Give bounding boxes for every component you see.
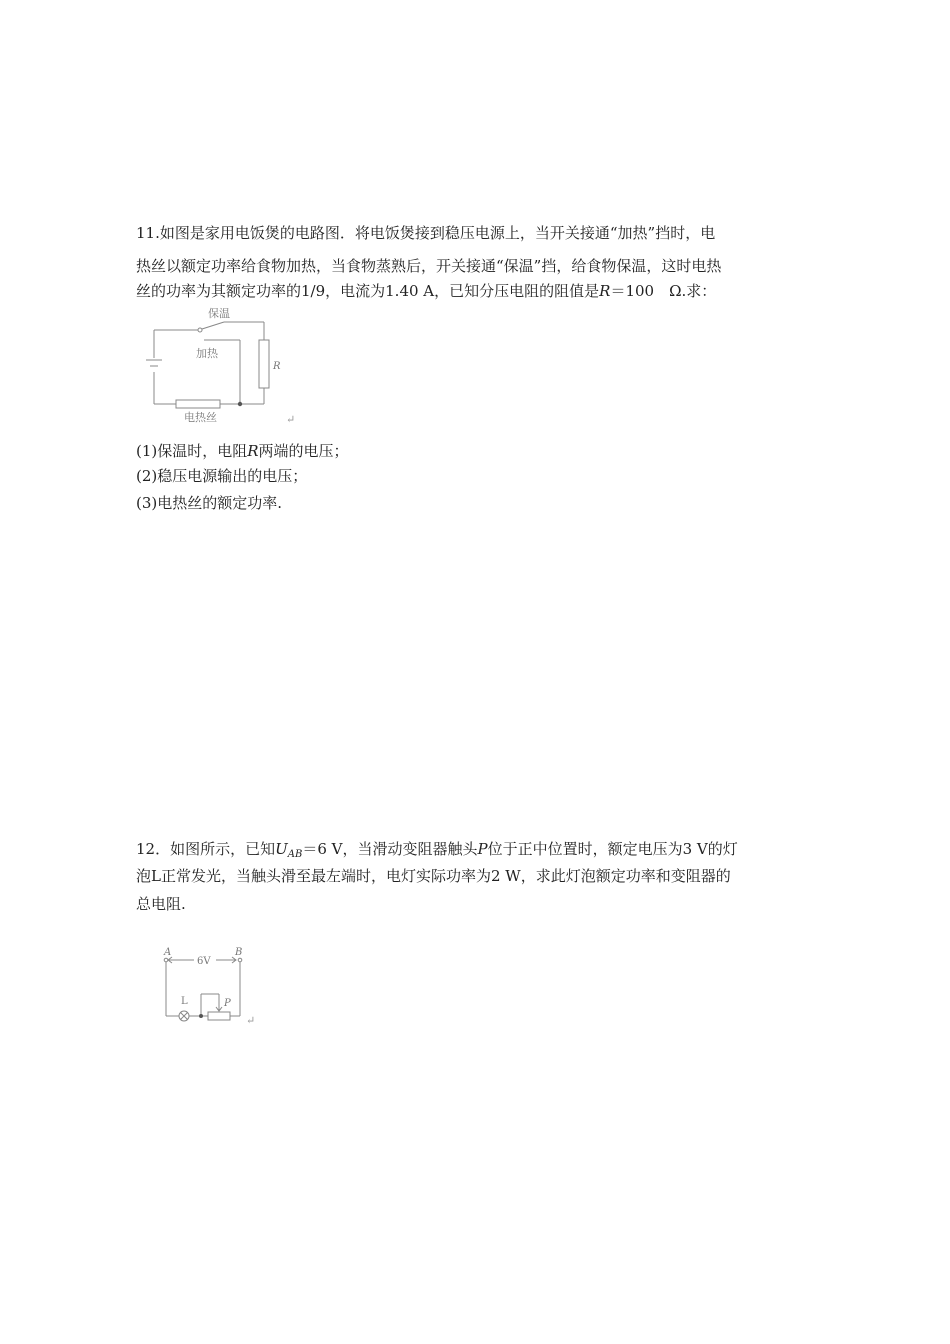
q12-line-3: 总电阻. — [136, 895, 186, 913]
q11-sub-3: (3)电热丝的额定功率. — [136, 494, 283, 512]
label-jiare: 加热 — [196, 347, 218, 360]
label-6V: 6V — [197, 956, 211, 967]
label-heating-wire: 电热丝 — [184, 411, 217, 424]
q11-line-1: 11.如图是家用电饭煲的电路图．将电饭煲接到稳压电源上，当开关接通“加热”挡时，电 — [136, 224, 716, 242]
label-baowen: 保温 — [208, 307, 230, 320]
return-mark: ↵ — [246, 1014, 256, 1027]
q12-line-1: 12．如图所示，已知$U_{AB}=6$ V，当滑动变阻器触头P位于正中位置时，额定电压为3 V的灯 — [136, 840, 738, 860]
q11-line-2: 热丝以额定功率给食物加热，当食物蒸熟后，开关接通“保温”挡，给食物保温，这时电热 — [136, 257, 722, 275]
q11-circuit-diagram — [140, 300, 300, 428]
label-R: R — [273, 361, 281, 372]
q12-circuit-diagram — [158, 944, 268, 1030]
q11-line-3: 丝的功率为其额定功率的1/9，电流为1.40 A，已知分压电阻的阻值是R＝100 Ω.求： — [136, 282, 717, 300]
q12-line-2: 泡L正常发光，当触头滑至最左端时，电灯实际功率为2 W，求此灯泡额定功率和变阻器的 — [136, 867, 731, 885]
label-P: P — [224, 998, 231, 1009]
q11-sub-1: (1)保温时，电阻R两端的电压； — [136, 442, 349, 460]
q11-sub-2: (2)稳压电源输出的电压； — [136, 467, 308, 485]
label-L: L — [181, 996, 188, 1007]
label-B: B — [235, 947, 243, 958]
return-mark: ↵ — [286, 413, 296, 426]
label-A: A — [164, 947, 172, 958]
